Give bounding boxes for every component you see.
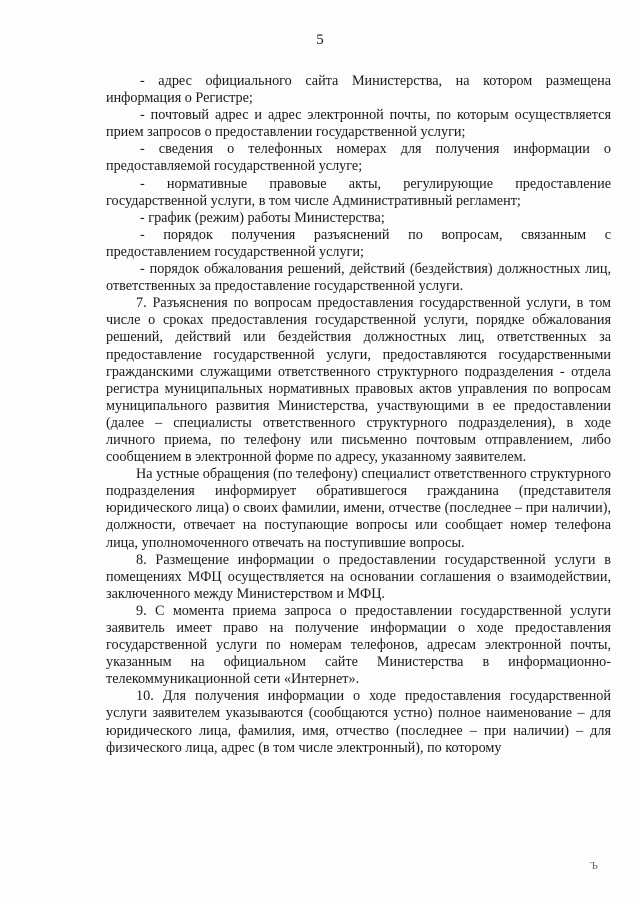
document-body xyxy=(106,73,611,757)
list-item-appeals: - порядок обжалования решений, действий (бездействия) должностных лиц, ответственных за предоставление государственной услуги. xyxy=(106,261,611,295)
clause-7: 7. Разъяснения по вопросам предоставления государственной услуги, в том числе о сроках предоставления государственной услуги, порядке обжалования решений, действий или бездействия должностных лиц, ответственных за предоставление государственной услуги, предоставляются государственными гражданскими служащими ответственного структурного подразделения - отдела регистра муниципальных нормативных правовых актов управления по вопросам муниципального развития Министерства, участвующими в ее предоставлении (далее – специалисты ответственного структурного подразделения), в ходе личного приема, по телефону или письменно почтовым отправлением, либо сообщением в электронной форме по адресу, указанному заявителем. xyxy=(106,295,611,466)
clause-9: 9. С момента приема запроса о предоставлении государственной услуги заявитель имеет право на получение информации о ходе предоставления государственной услуги по номерам телефонов, адресам электронной почты, указанным на официальном сайте Министерства в информационно-телекоммуникационной сети «Интернет». xyxy=(106,602,611,688)
list-item-website: - адрес официального сайта Министерства, на котором размещена информация о Регистре; xyxy=(106,73,611,107)
list-item-clarifications: - порядок получения разъяснений по вопросам, связанным с предоставлением государственной услуги; xyxy=(106,226,611,260)
list-item-legal-acts: - нормативные правовые акты, регулирующие предоставление государственной услуги, в том числе Административный регламент; xyxy=(106,175,611,209)
clause-8: 8. Размещение информации о предоставлении государственной услуги в помещениях МФЦ осуществляется на основании соглашения о взаимодействии, заключенного между Министерством и МФЦ. xyxy=(106,551,611,602)
scan-mark: Ъ xyxy=(590,860,598,872)
list-item-schedule: - график (режим) работы Министерства; xyxy=(140,209,385,226)
clause-7-oral-requests: На устные обращения (по телефону) специалист ответственного структурного подразделения информирует обратившегося гражданина (представителя юридического лица) о своих фамилии, имени, отчестве (последнее – при наличии), должности, отвечает на поступающие вопросы или сообщает номер телефона лица, уполномоченного отвечать на поступившие вопросы. xyxy=(106,466,611,551)
page-number: 5 xyxy=(316,32,324,48)
list-item-phone-info: - сведения о телефонных номерах для получения информации о предоставляемой государственной услуге; xyxy=(106,141,611,175)
clause-10: 10. Для получения информации о ходе предоставления государственной услуги заявителем указываются (сообщаются устно) полное наименование – для юридического лица, фамилия, имя, отчество (последнее – при наличии) – для физического лица, адрес (в том числе электронный), по которому xyxy=(106,688,611,756)
list-item-postal-address: - почтовый адрес и адрес электронной почты, по которым осуществляется прием запросов о предоставлении государственной услуги; xyxy=(106,107,611,141)
